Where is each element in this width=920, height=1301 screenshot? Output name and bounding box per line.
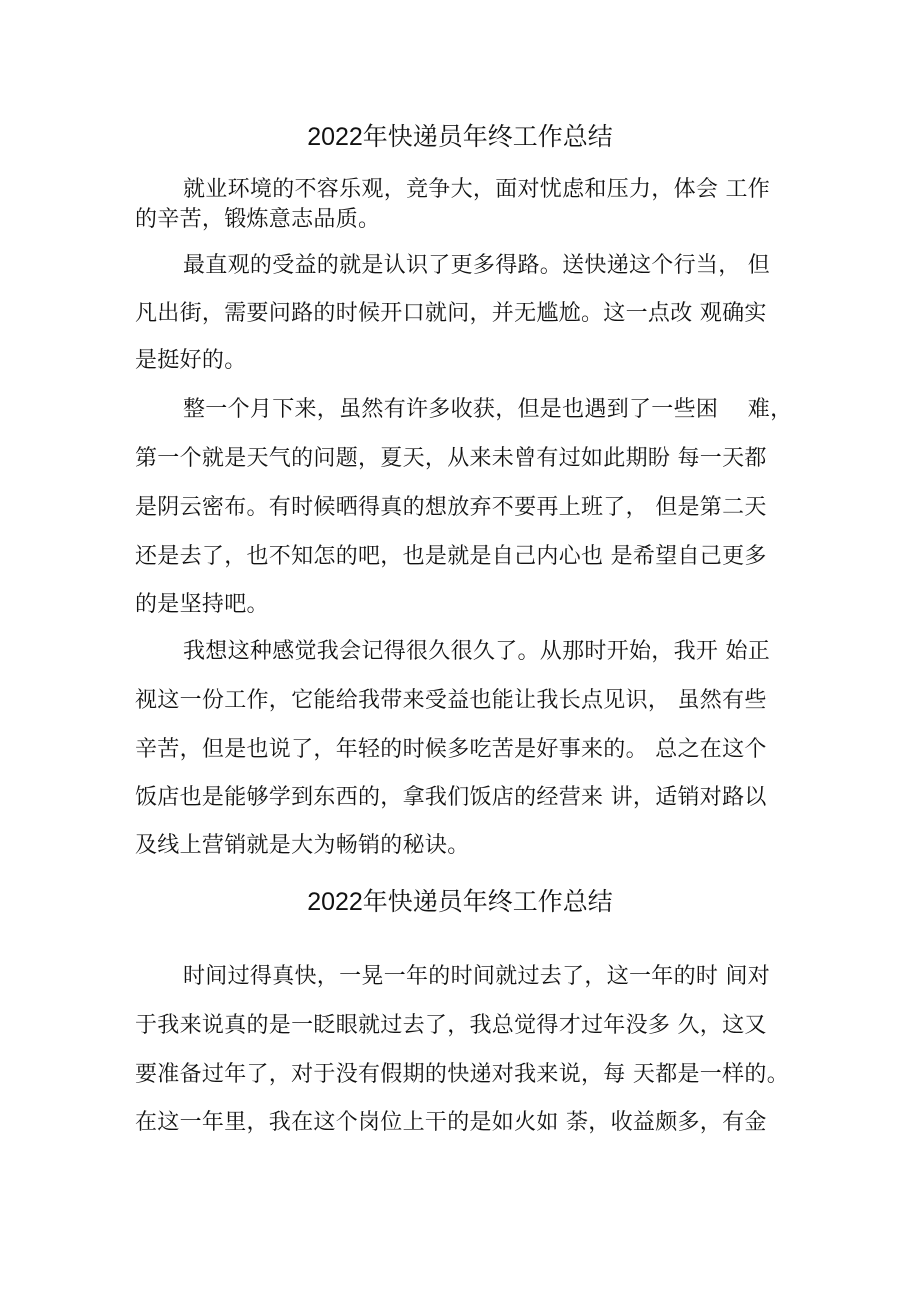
paragraph-line: 在这一年里，我在这个岗位上干的是如火如 荼，收益颇多，有金	[135, 1110, 767, 1135]
paragraph-line: 饭店也是能够学到东西的，拿我们饭店的经营来 讲，适销对路以	[135, 785, 767, 810]
paragraph-line: 凡出街，需要问路的时候开口就问，并无尴尬。这一点改 观确实	[135, 301, 767, 326]
paragraph-line: 就业环境的不容乐观，竞争大，面对忧虑和压力，体会 工作	[183, 177, 771, 202]
paragraph-line: 时间过得真快，一晃一年的时间就过去了，这一年的时 间对	[183, 964, 771, 989]
paragraph-line: 整一个月下来，虽然有许多收获，但是也遇到了一些困 难，	[183, 397, 793, 422]
paragraph-line: 还是去了，也不知怎的吧，也是就是自己内心也 是希望自己更多	[135, 544, 767, 569]
paragraph-line: 是阴云密布。有时候晒得真的想放弃不要再上班了， 但是第二天	[135, 495, 767, 520]
paragraph-line: 要准备过年了，对于没有假期的快递对我来说，每 天都是一样的。	[135, 1062, 789, 1087]
paragraph-line: 视这一份工作，它能给我带来受益也能让我长点见识， 虽然有些	[135, 688, 767, 713]
paragraph-line: 于我来说真的是一眨眼就过去了，我总觉得才过年没多 久，这又	[135, 1013, 767, 1038]
document-title: 2022年快递员年终工作总结	[307, 888, 613, 916]
paragraph-line: 及线上营销就是大为畅销的秘诀。	[135, 833, 470, 858]
paragraph-line: 是挺好的。	[135, 348, 247, 373]
paragraph-line: 辛苦，但是也说了，年轻的时候多吃苦是好事来的。 总之在这个	[135, 737, 767, 762]
paragraph-line: 最直观的受益的就是认识了更多得路。送快递这个行当， 但	[183, 253, 771, 278]
paragraph-line: 的是坚持吧。	[135, 592, 269, 617]
paragraph-line: 我想这种感觉我会记得很久很久了。从那时开始，我开 始正	[183, 639, 771, 664]
paragraph-line: 的辛苦，锻炼意志品质。	[135, 207, 381, 232]
document-title: 2022年快递员年终工作总结	[307, 123, 613, 151]
paragraph-line: 第一个就是天气的问题，夏天，从来未曾有过如此期盼 每一天都	[135, 446, 767, 471]
